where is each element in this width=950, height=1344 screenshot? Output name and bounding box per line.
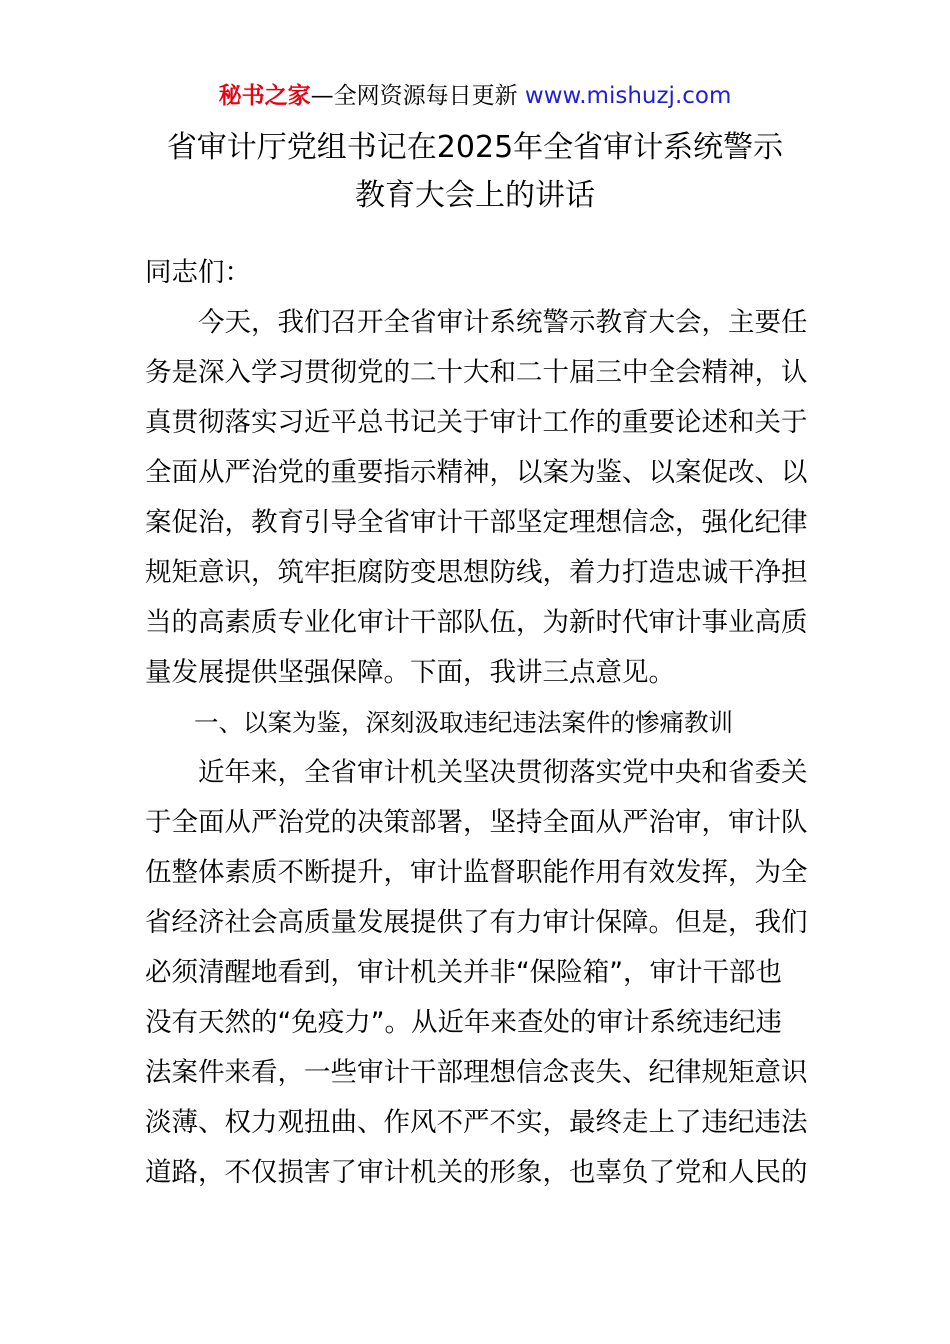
paragraph-line: 伍整体素质不断提升，审计监督职能作用有效发挥，为全 xyxy=(145,857,808,888)
site-header xyxy=(0,80,950,112)
paragraph-line: 务是深入学习贯彻党的二十大和二十届三中全会精神，认 xyxy=(145,357,808,388)
section-heading: 一、以案为鉴，深刻汲取违纪违法案件的惨痛教训 xyxy=(145,708,733,737)
paragraph-line: 真贯彻落实习近平总书记关于审计工作的重要论述和关于 xyxy=(145,407,808,438)
title-line-2: 教育大会上的讲话 xyxy=(355,178,595,213)
site-tagline: —全网资源每日更新 xyxy=(310,83,525,109)
document-title xyxy=(100,124,850,220)
paragraph-line: 没有天然的“免疫力”。从近年来查处的审计系统违纪违 xyxy=(145,1007,782,1038)
site-brand: 秘书之家 xyxy=(218,83,311,109)
paragraph-line: 案促治，教育引导全省审计干部坚定理想信念，强化纪律 xyxy=(145,507,808,538)
paragraph-line: 于全面从严治党的决策部署，坚持全面从严治审，审计队 xyxy=(145,807,808,838)
paragraph-line: 量发展提供坚强保障。下面，我讲三点意见。 xyxy=(145,657,675,688)
paragraph-line: 全面从严治党的重要指示精神，以案为鉴、以案促改、以 xyxy=(145,457,808,488)
paragraph-line: 规矩意识，筑牢拒腐防变思想防线，着力打造忠诚干净担 xyxy=(145,557,808,588)
paragraph-line: 近年来，全省审计机关坚决贯彻落实党中央和省委关 xyxy=(145,757,808,788)
paragraph-line: 必须清醒地看到，审计机关并非“保险箱”，审计干部也 xyxy=(145,957,782,988)
title-line-1: 省审计厅党组书记在2025年全省审计系统警示 xyxy=(166,130,784,165)
site-url-link[interactable]: www.mishuzj.com xyxy=(524,83,732,109)
salutation: 同志们： xyxy=(145,257,251,288)
paragraph-line: 淡薄、权力观扭曲、作风不严不实，最终走上了违纪违法 xyxy=(145,1107,808,1138)
paragraph-line: 当的高素质专业化审计干部队伍，为新时代审计事业高质 xyxy=(145,607,808,638)
paragraph-line: 今天，我们召开全省审计系统警示教育大会，主要任 xyxy=(145,307,808,338)
paragraph-line: 省经济社会高质量发展提供了有力审计保障。但是，我们 xyxy=(145,907,808,938)
paragraph-line: 道路，不仅损害了审计机关的形象，也辜负了党和人民的 xyxy=(145,1157,808,1188)
document-body xyxy=(145,248,810,1198)
paragraph-line: 法案件来看，一些审计干部理想信念丧失、纪律规矩意识 xyxy=(145,1057,808,1088)
